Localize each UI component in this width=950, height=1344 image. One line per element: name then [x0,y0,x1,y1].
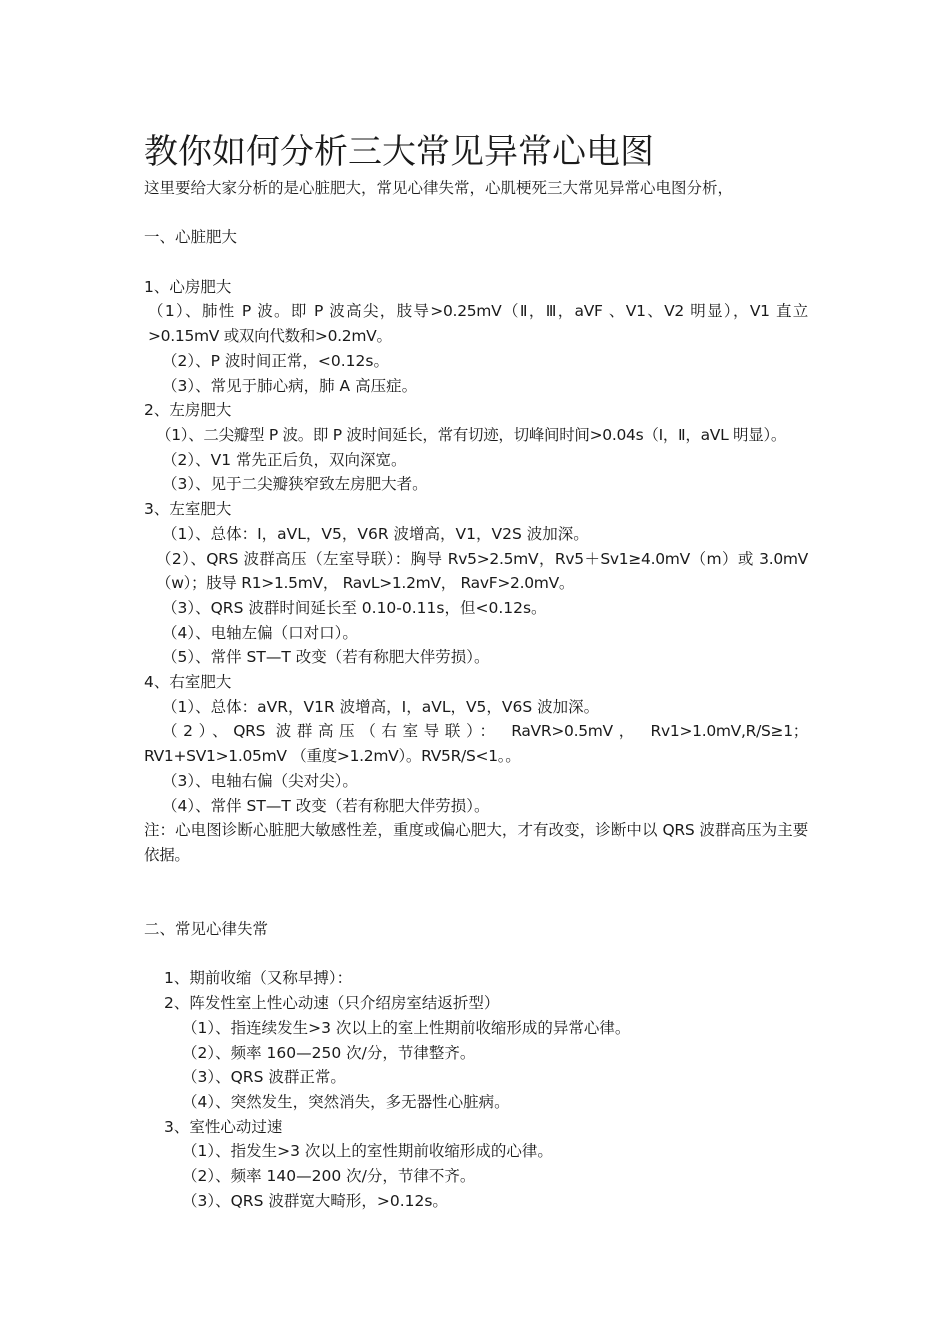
list-item: （2）、QRS 波群高压（左室导联）：胸导 Rv5>2.5mV，Rv5＋Sv1≥4.0mV（m）或 3.0mV（w）；肢导 R1>1.5mV， RavL>1.2mV， RavF>2.0mV。 [156,549,808,593]
list-item: （1）、肺性 P 波。即 P 波高尖，肢导>0.25mV（Ⅱ，Ⅲ，aVF 、V1、V2 明显），V1 直立>0.15mV 或双向代数和>0.2mV。 [148,302,808,346]
list-item: （2）、频率 140—200 次/分，节律不齐。 [182,1167,476,1186]
spacer [144,942,808,967]
list-item: （2）、P 波时间正常，<0.12s。 [162,351,389,370]
list-item: （3）、电轴右偏（尖对尖）。 [162,771,358,790]
spacer [144,250,808,275]
list-item: （2）、V1 常先正后负，双向深宽。 [162,450,407,469]
list-item: （3）、常见于肺心病，肺 A 高压症。 [162,376,418,395]
list-item: （1）、指连续发生>3 次以上的室上性期前收缩形成的异常心律。 [182,1018,631,1037]
list-item: （4）、常伴 ST—T 改变（若有称肥大伴劳损）。 [162,796,490,815]
spacer [144,868,808,893]
note-paragraph: 注：心电图诊断心脏肥大敏感性差，重度或偏心肥大，才有改变，诊断中以 QRS 波群高压为主要依据。 [144,821,808,864]
document-page [144,128,808,1213]
list-item: （4）、突然发生，突然消失，多无器性心脏病。 [182,1092,510,1111]
list-item: （2）、频率 160—250 次/分，节律整齐。 [182,1043,476,1062]
subsection-heading-left-ventricular: 3、左室肥大 [144,500,232,519]
subsection-heading-vt: 3、室性心动过速 [164,1117,283,1136]
list-item: （1）、二尖瓣型 P 波。即 P 波时间延长，常有切迹，切峰间时间>0.04s（Ⅰ，Ⅱ，aVL 明显）。 [156,426,787,444]
spacer [144,892,808,917]
intro-paragraph: 这里要给大家分析的是心脏肥大，常见心律失常，心肌梗死三大常见异常心电图分析， [144,179,734,197]
list-item: （3）、QRS 波群正常。 [182,1068,346,1087]
list-item: （3）、QRS 波群时间延长至 0.10-0.11s，但<0.12s。 [162,598,547,617]
subsection-heading-atrial-enlargement: 1、心房肥大 [144,277,232,296]
list-item: （4）、电轴左偏（口对口）。 [162,623,358,642]
list-item: （1）、指发生>3 次以上的室性期前收缩形成的心律。 [182,1142,553,1161]
spacer [144,201,808,226]
subsection-heading-right-ventricular: 4、右室肥大 [144,673,232,692]
list-item: （3）、见于二尖瓣狭窄致左房肥大者。 [162,475,428,494]
document-title: 教你如何分析三大常见异常心电图 [144,132,654,172]
subsection-heading-left-atrial: 2、左房肥大 [144,401,232,420]
list-item: （2）、QRS 波群高压（右室导联）： RaVR>0.5mV， Rv1>1.0mV,R/S≥1；RV1+SV1>1.05mV （重度>1.2mV）。RV5R/S<1。。 [144,722,808,766]
section-heading-cardiac-hypertrophy: 一、心脏肥大 [144,228,238,247]
list-item: （3）、QRS 波群宽大畸形，>0.12s。 [182,1191,448,1210]
subsection-heading-svt: 2、阵发性室上性心动速（只介绍房室结返折型） [164,994,500,1013]
list-item: （5）、常伴 ST—T 改变（若有称肥大伴劳损）。 [162,648,490,667]
subsection-heading-premature-contraction: 1、期前收缩（又称早搏）： [164,969,353,988]
section-heading-arrhythmia: 二、常见心律失常 [144,920,269,939]
list-item: （1）、总体：Ⅰ，aVL，V5，V6R 波增高，V1，V2S 波加深。 [162,524,589,543]
list-item: （1）、总体：aVR，V1R 波增高，Ⅰ，aVL，V5，V6S 波加深。 [162,697,600,716]
